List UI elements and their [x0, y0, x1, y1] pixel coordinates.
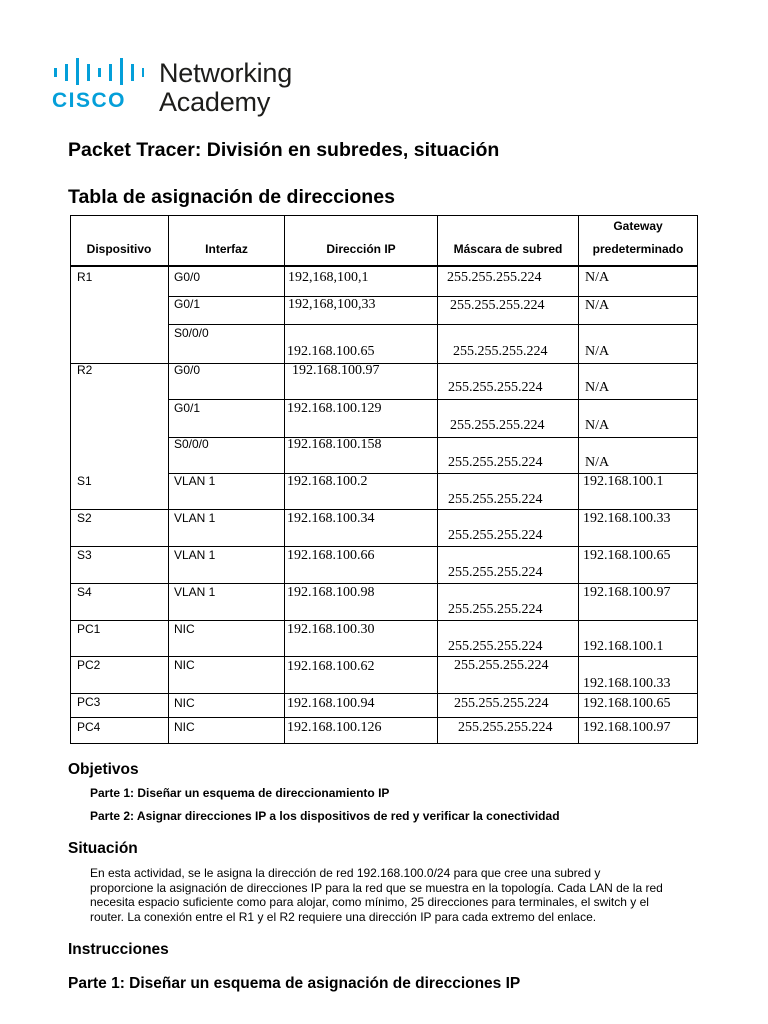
ip-cell: 192.168.100.65	[287, 344, 375, 359]
gateway-cell: N/A	[585, 455, 610, 470]
mask-cell: 255.255.255.224	[448, 455, 543, 470]
interface-cell: G0/0	[174, 270, 201, 284]
interface-cell: S0/0/0	[174, 326, 209, 340]
interface-cell: NIC	[174, 658, 195, 672]
document-title: Packet Tracer: División en subredes, situación	[68, 139, 500, 161]
gateway-cell: 192.168.100.97	[583, 720, 671, 735]
ip-cell: 192.168.100.158	[287, 437, 382, 452]
mask-cell: 255.255.255.224	[454, 658, 549, 673]
mask-cell: 255.255.255.224	[458, 720, 553, 735]
device-r1: R1	[77, 270, 93, 284]
header-device: Dispositivo	[86, 242, 152, 256]
mask-cell: 255.255.255.224	[447, 270, 542, 285]
interface-cell: NIC	[174, 720, 195, 734]
ip-cell: 192.168.100.2	[287, 474, 368, 489]
interface-cell: VLAN 1	[174, 585, 216, 599]
device-r2: R2	[77, 363, 93, 377]
header-gateway-line1: Gateway	[613, 219, 663, 233]
ip-cell: 192,168,100,33	[288, 297, 376, 312]
device-s2: S2	[77, 511, 92, 525]
gateway-cell: 192.168.100.1	[583, 474, 664, 489]
gateway-cell: 192.168.100.65	[583, 696, 671, 711]
header-interface: Interfaz	[205, 242, 248, 256]
situation-line: proporcione la asignación de direcciones IP para la red que se muestra en la topología. Cada LAN de la red	[90, 880, 663, 895]
device-pc1: PC1	[77, 622, 101, 636]
addressing-table	[70, 215, 698, 745]
mask-cell: 255.255.255.224	[453, 344, 548, 359]
header-gateway-line2: predeterminado	[592, 242, 684, 256]
mask-cell: 255.255.255.224	[448, 565, 543, 580]
mask-cell: 255.255.255.224	[454, 696, 549, 711]
mask-cell: 255.255.255.224	[450, 298, 545, 313]
device-pc2: PC2	[77, 658, 101, 672]
logo-academy: Academy	[159, 87, 271, 117]
gateway-cell: 192.168.100.1	[583, 639, 664, 654]
interface-cell: S0/0/0	[174, 437, 209, 451]
ip-cell: 192.168.100.129	[287, 401, 382, 416]
instructions-part1-heading: Parte 1: Diseñar un esquema de asignación de direcciones IP	[68, 975, 521, 992]
device-s3: S3	[77, 548, 92, 562]
mask-cell: 255.255.255.224	[448, 380, 543, 395]
interface-cell: NIC	[174, 696, 195, 710]
device-pc4: PC4	[77, 720, 101, 734]
ip-cell: 192.168.100.62	[287, 659, 375, 674]
cisco-networking-academy-logo	[52, 58, 312, 118]
ip-cell: 192.168.100.30	[287, 622, 375, 637]
gateway-cell: N/A	[585, 298, 610, 313]
cisco-bars-icon	[52, 58, 144, 86]
interface-cell: G0/1	[174, 401, 201, 415]
objective-part2: Parte 2: Asignar direcciones IP a los dispositivos de red y verificar la conectividad	[90, 809, 560, 823]
ip-cell: 192.168.100.98	[287, 585, 375, 600]
gateway-cell: 192.168.100.33	[583, 511, 671, 526]
situation-paragraph	[90, 866, 700, 924]
interface-cell: VLAN 1	[174, 511, 216, 525]
interface-cell: VLAN 1	[174, 474, 216, 488]
cisco-wordmark: CISCO	[52, 89, 127, 112]
gateway-cell: 192.168.100.65	[583, 548, 671, 563]
mask-cell: 255.255.255.224	[448, 528, 543, 543]
device-s1: S1	[77, 474, 92, 488]
mask-cell: 255.255.255.224	[450, 418, 545, 433]
ip-cell: 192.168.100.34	[287, 511, 375, 526]
objective-part1: Parte 1: Diseñar un esquema de direccionamiento IP	[90, 786, 390, 800]
interface-cell: G0/1	[174, 297, 201, 311]
gateway-cell: N/A	[585, 380, 610, 395]
ip-cell: 192,168,100,1	[288, 270, 369, 285]
gateway-cell: N/A	[585, 270, 610, 285]
table-title: Tabla de asignación de direcciones	[68, 186, 395, 208]
header-ip: Dirección IP	[326, 242, 396, 256]
header-mask: Máscara de subred	[453, 242, 563, 256]
objectives-heading: Objetivos	[68, 761, 139, 778]
situation-line: En esta actividad, se le asigna la dirección de red 192.168.100.0/24 para que cree una subred y	[90, 866, 601, 880]
device-pc3: PC3	[77, 695, 101, 709]
ip-cell: 192.168.100.97	[292, 363, 380, 378]
device-s4: S4	[77, 585, 92, 599]
gateway-cell: N/A	[585, 344, 610, 359]
situation-line: router. La conexión entre el R1 y el R2 requiere una dirección IP para cada extremo del enlace.	[90, 909, 597, 924]
ip-cell: 192.168.100.94	[287, 696, 375, 711]
ip-cell: 192.168.100.66	[287, 548, 375, 563]
mask-cell: 255.255.255.224	[448, 602, 543, 617]
gateway-cell: 192.168.100.97	[583, 585, 671, 600]
situation-heading: Situación	[68, 840, 138, 857]
logo-networking: Networking	[159, 58, 293, 88]
interface-cell: NIC	[174, 622, 195, 636]
instructions-heading: Instrucciones	[68, 941, 169, 958]
ip-cell: 192.168.100.126	[287, 720, 382, 735]
interface-cell: G0/0	[174, 363, 201, 377]
gateway-cell: 192.168.100.33	[583, 676, 671, 691]
gateway-cell: N/A	[585, 418, 610, 433]
mask-cell: 255.255.255.224	[448, 639, 543, 654]
interface-cell: VLAN 1	[174, 548, 216, 562]
mask-cell: 255.255.255.224	[448, 492, 543, 507]
situation-line: necesita espacio suficiente como para alojar, como mínimo, 25 direcciones para terminales, el switch y el	[90, 895, 649, 909]
